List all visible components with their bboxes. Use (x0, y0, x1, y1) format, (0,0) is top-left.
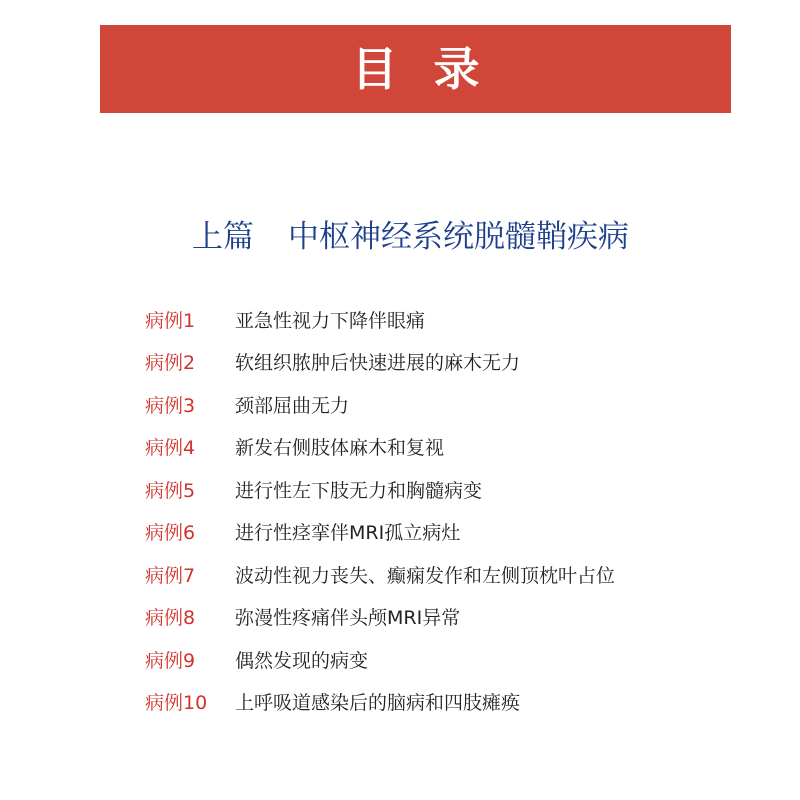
case-label: 病例9 (145, 649, 196, 672)
part-heading (192, 215, 629, 259)
case-title: 弥漫性疼痛伴头颅MRI异常 (235, 607, 461, 630)
case-title: 上呼吸道感染后的脑病和四肢瘫痪 (235, 692, 521, 715)
case-label: 病例10 (145, 692, 208, 715)
case-label: 病例5 (145, 479, 196, 502)
case-entry-5[interactable] (145, 468, 615, 511)
case-title: 偶然发现的病变 (235, 649, 369, 672)
case-entry-1[interactable] (145, 298, 615, 341)
toc-title: 目录 (351, 42, 516, 96)
case-label: 病例1 (145, 309, 196, 332)
case-label: 病例8 (145, 607, 196, 630)
case-entry-2[interactable] (145, 341, 615, 384)
toc-banner (100, 25, 731, 113)
case-title: 进行性痉挛伴MRI孤立病灶 (235, 522, 461, 545)
case-title: 波动性视力丧失、癫痫发作和左侧顶枕叶占位 (235, 564, 616, 587)
case-list (145, 298, 615, 723)
case-entry-9[interactable] (145, 638, 615, 681)
case-label: 病例4 (145, 437, 196, 460)
case-entry-6[interactable] (145, 511, 615, 554)
case-label: 病例3 (145, 394, 196, 417)
case-title: 亚急性视力下降伴眼痛 (235, 309, 426, 332)
case-entry-7[interactable] (145, 553, 615, 596)
part-label: 上篇 (192, 219, 254, 255)
case-title: 进行性左下肢无力和胸髓病变 (235, 479, 483, 502)
part-title: 中枢神经系统脱髓鞘疾病 (288, 219, 629, 255)
case-entry-8[interactable] (145, 596, 615, 639)
case-title: 软组织脓肿后快速进展的麻木无力 (235, 352, 521, 375)
case-title: 颈部屈曲无力 (235, 394, 350, 417)
case-entry-4[interactable] (145, 426, 615, 469)
case-label: 病例6 (145, 522, 196, 545)
case-title: 新发右侧肢体麻木和复视 (235, 437, 445, 460)
case-entry-10[interactable] (145, 681, 615, 724)
case-label: 病例2 (145, 352, 196, 375)
case-label: 病例7 (145, 564, 196, 587)
case-entry-3[interactable] (145, 383, 615, 426)
